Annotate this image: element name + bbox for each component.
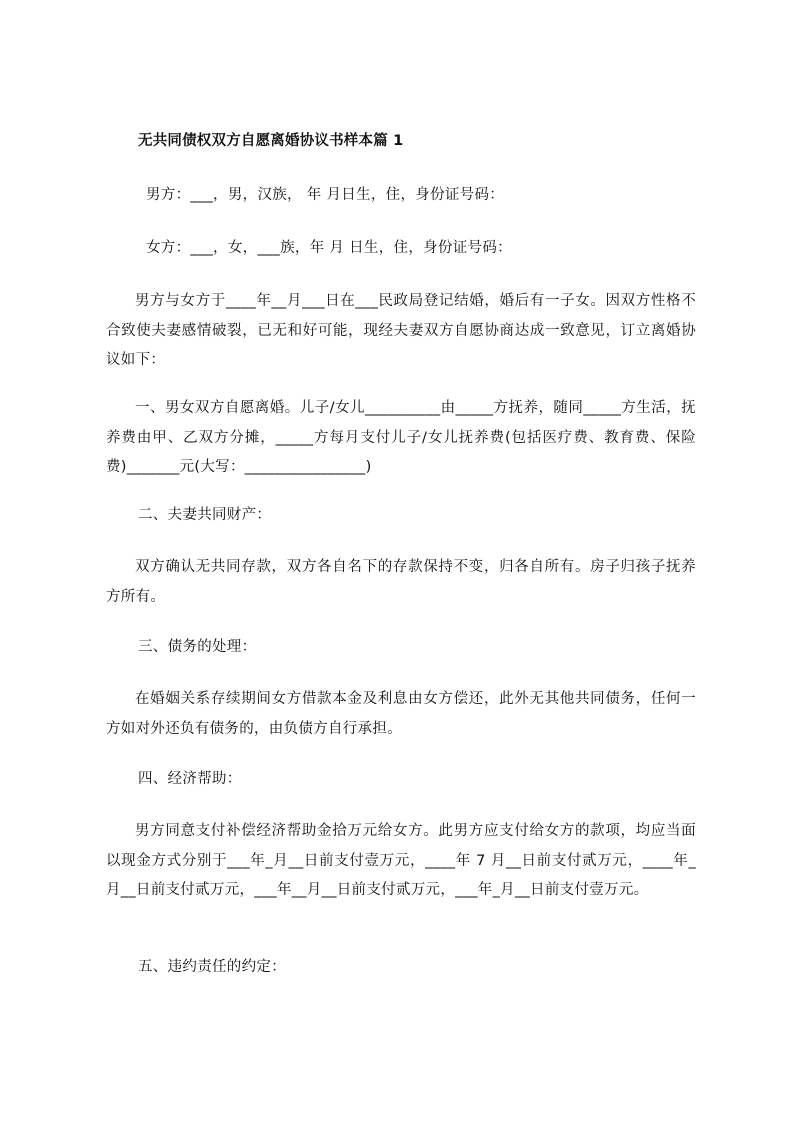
- document-title: 无共同债权双方自愿离婚协议书样本篇 1: [138, 133, 404, 149]
- section3-paragraph: 在婚姻关系存续期间女方借款本金及利息由女方偿还，此外无其他共同债务，任何一方如对外还负有债务的，由负债方自行承担。: [106, 691, 696, 737]
- section2-paragraph: 双方确认无共同存款，双方各自名下的存款保持不变，归各自所有。房子归孩子抚养方所有。: [106, 559, 696, 605]
- intro-paragraph: 男方与女方于____年__月___日在___民政局登记结婚，婚后有一子女。因双方性格不合致使夫妻感情破裂，已无和好可能，现经夫妻双方自愿协商达成一致意见，订立离婚协议如下：: [106, 293, 696, 368]
- section2-heading: 二、夫妻共同财产：: [138, 507, 272, 523]
- section1-paragraph: 一、男女双方自愿离婚。儿子/女儿__________由_____方抚养，随同_____方生活，抚养费由甲、乙双方分摊，_____方每月支付儿子/女儿抚养费(包括医疗费、教育费、保险费)_______元(大写：________________): [106, 400, 696, 475]
- section3-heading: 三、债务的处理：: [138, 639, 257, 655]
- female-party-line: 女方：___，女，___族，年 月 日生，住，身份证号码：: [146, 240, 512, 256]
- section4-heading: 四、经济帮助：: [138, 771, 242, 787]
- male-party-line: 男方：___，男，汉族， 年 月日生，住，身份证号码：: [146, 187, 505, 203]
- section4-paragraph: 男方同意支付补偿经济帮助金拾万元给女方。此男方应支付给女方的款项，均应当面以现金方式分别于___年_月__日前支付壹万元，____年 7 月__日前支付贰万元，____年_月__日前支付贰万元，___年__月__日前支付贰万元，___年_月__日前支付壹万元。: [106, 823, 696, 898]
- section5-heading: 五、违约责任的约定：: [138, 959, 286, 975]
